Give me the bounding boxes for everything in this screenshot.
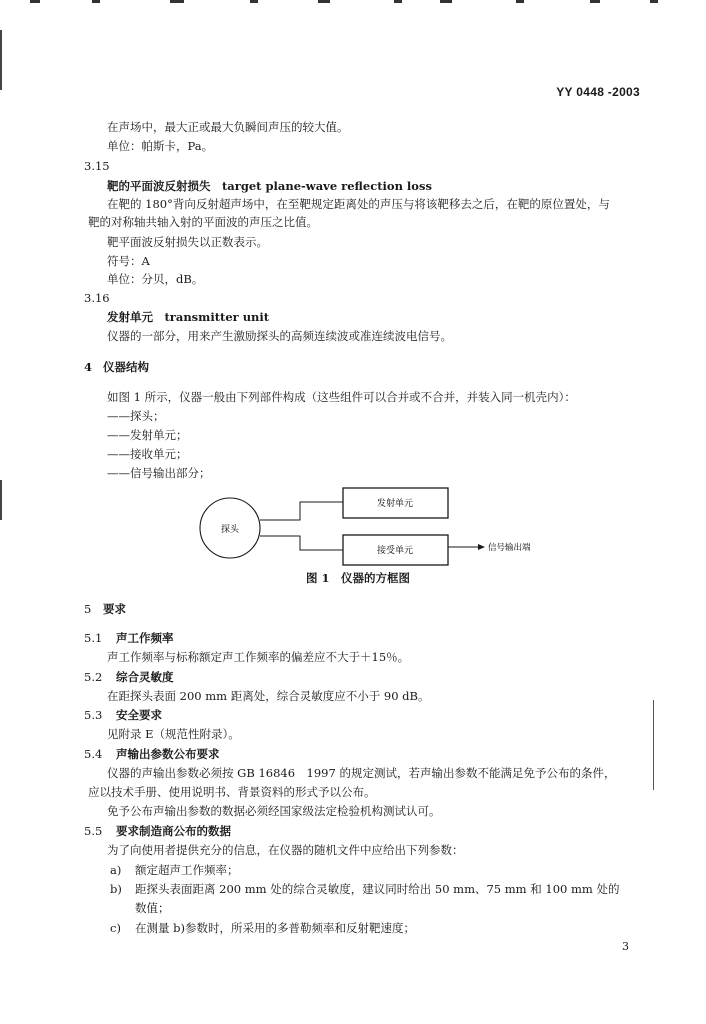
- paragraph: 符号：A: [107, 254, 150, 268]
- list-item: 数值；: [135, 901, 170, 915]
- output-arrow-head: [478, 544, 485, 550]
- paragraph: 单位：帕斯卡，Pa。: [107, 139, 214, 153]
- list-item: 距探头表面距离 200 mm 处的综合灵敏度，建议同时给出 50 mm、75 mm 和 100 mm 处的: [135, 882, 620, 896]
- figure-1-block-diagram: [0, 480, 706, 580]
- section-number: 5.5: [84, 824, 103, 838]
- section-number: 5.1: [84, 631, 103, 645]
- list-marker: a): [110, 863, 122, 877]
- scan-right-edge: [653, 700, 654, 790]
- section-heading: 综合灵敏度: [116, 670, 174, 684]
- list-item: ——探头；: [107, 409, 165, 423]
- list-item: ——信号输出部分；: [107, 466, 211, 480]
- list-marker: b): [110, 882, 122, 896]
- section-number: 5.4: [84, 747, 103, 761]
- section-number: 5.3: [84, 708, 103, 722]
- paragraph: 如图 1 所示，仪器一般由下列部件构成（这些组件可以合并或不合并，并装入同一机壳内）：: [107, 390, 576, 404]
- section-heading: 仪器结构: [103, 360, 149, 374]
- paragraph: 在距探头表面 200 mm 距离处，综合灵敏度应不小于 90 dB。: [107, 689, 430, 703]
- paragraph: 靶的对称轴共轴入射的平面波的声压之比值。: [88, 215, 318, 229]
- paragraph: 在声场中，最大正或最大负瞬间声压的较大值。: [107, 120, 349, 134]
- paragraph: 仪器的一部分，用来产生激励探头的高频连续波或准连续波电信号。: [107, 329, 452, 343]
- paragraph: 单位：分贝，dB。: [107, 272, 204, 286]
- section-number: 5.2: [84, 670, 103, 684]
- receiver-label: 接受单元: [376, 546, 414, 556]
- section-number: 5: [84, 602, 92, 616]
- section-number: 3.16: [84, 291, 110, 305]
- section-heading: 要求制造商公布的数据: [116, 824, 231, 838]
- section-heading: 安全要求: [116, 708, 162, 722]
- section-heading: 声输出参数公布要求: [116, 747, 220, 761]
- section-number: 3.15: [84, 159, 110, 173]
- section-heading: 声工作频率: [116, 631, 174, 645]
- term-heading: 靶的平面波反射损失 target plane-wave reflection loss: [107, 179, 432, 193]
- paragraph: 见附录 E（规范性附录）。: [107, 727, 240, 741]
- paragraph: 在靶的 180°背向反射超声场中，在至靶规定距离处的声压与将该靶移去之后，在靶的原位置处，与: [107, 197, 610, 211]
- output-label: 信号输出端: [488, 543, 531, 553]
- paragraph: 免予公布声输出参数的数据必须经国家级法定检验机构测试认可。: [107, 804, 441, 818]
- paragraph: 仪器的声输出参数必须按 GB 16846 1997 的规定测试，若声输出参数不能满足免予公布的条件，: [107, 766, 616, 780]
- paragraph: 声工作频率与标称额定声工作频率的偏差应不大于＋15％。: [107, 650, 410, 664]
- list-item: 额定超声工作频率；: [135, 863, 239, 877]
- paragraph: 为了向使用者提供充分的信息，在仪器的随机文件中应给出下列参数：: [107, 843, 464, 857]
- section-heading: 要求: [103, 602, 126, 616]
- list-item: ——接收单元；: [107, 447, 188, 461]
- paragraph: 靶平面波反射损失以正数表示。: [107, 235, 268, 249]
- transmitter-label: 发射单元: [376, 499, 414, 509]
- scan-top-edge: [0, 0, 706, 4]
- paragraph: 应以技术手册、使用说明书、背景资料的形式予以公布。: [88, 785, 376, 799]
- term-heading: 发射单元 transmitter unit: [107, 310, 270, 324]
- probe-to-transmitter-line: [260, 502, 343, 520]
- probe-to-receiver-line: [260, 536, 343, 550]
- list-item: ——发射单元；: [107, 428, 188, 442]
- figure-caption: 图 1 仪器的方框图: [306, 571, 411, 585]
- standard-code: YY 0448 -2003: [556, 85, 640, 99]
- scan-left-edge: [0, 30, 2, 90]
- list-item: 在测量 b)参数时，所采用的多普勒频率和反射靶速度；: [135, 921, 416, 935]
- section-number: 4: [84, 360, 93, 374]
- page-number: 3: [622, 940, 629, 953]
- list-marker: c): [110, 921, 121, 935]
- probe-label: 探头: [220, 525, 240, 535]
